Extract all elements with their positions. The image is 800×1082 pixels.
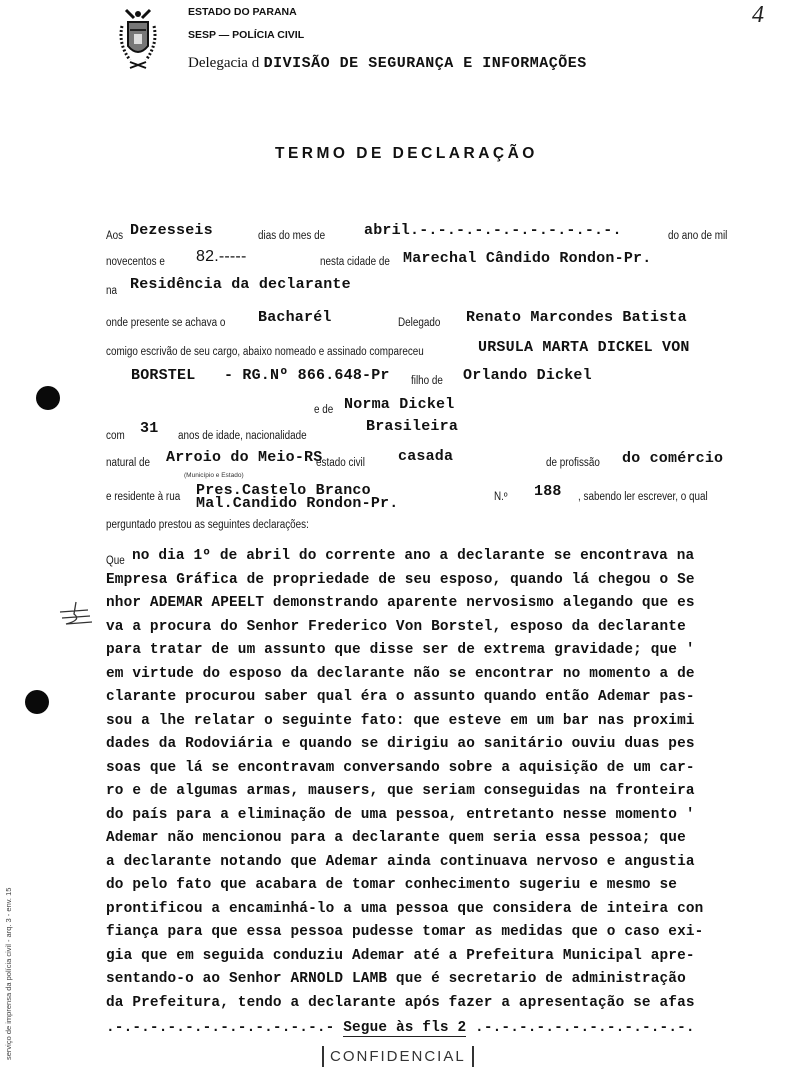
field-nome-part2: BORSTEL [131,367,196,384]
field-dia: Dezesseis [130,222,213,239]
label-filho-de: filho de [411,375,443,387]
declaration-line: do pelo fato que acabara de tomar conhecimento sugeriu e mesmo se [106,877,678,893]
declaration-line: Empresa Gráfica de propriedade de seu esposo, quando lá chegou o Se [106,571,695,588]
declaration-line: prontificou a encaminhá-lo a uma pessoa que considera de inteira con [106,900,704,917]
declaration-line: Ademar não mencionou para a declarante quem seria essa pessoa; que [106,830,686,846]
field-ano: 82.----- [196,248,247,265]
label-aos: Aos [106,230,124,242]
hint-municipio-estado: (Município e Estado) [184,472,244,479]
declaration-line: gia que em seguida conduziu Ademar até a Prefeitura Municipal apre- [106,947,695,964]
field-idade: 31 [140,420,159,437]
punch-hole [36,386,60,410]
label-sabendo-ler: , sabendo ler escrever, o qual [578,491,708,503]
punch-hole [25,690,49,714]
declaration-line: para tratar de um assunto que disse ser de extrema gravidade; que ' [106,642,695,658]
confidencial-stamp: CONFIDENCIAL [322,1046,474,1067]
label-na: na [106,285,118,297]
label-que: Que [106,555,125,567]
delegacia-prefix: Delegacia d [188,55,260,71]
field-nome-part1: URSULA MARTA DICKEL VON [478,339,690,356]
label-profissao: de profissão [546,457,600,469]
label-anos-nacionalidade: anos de idade, nacionalidade [178,430,307,442]
label-nesta-cidade: nesta cidade de [320,256,390,268]
label-estado-civil: estado civil [316,457,365,469]
label-novecentos: novecentos e [106,256,165,268]
declaration-line: do país para a eliminação de uma pessoa, entretanto nesse momento ' [106,806,695,823]
declaration-line: clarante procurou saber qual éra o assunto quando então Ademar pas- [106,689,695,705]
field-titulo: Bacharél [258,309,332,326]
page-mark: 4 [752,2,764,28]
field-nacionalidade: Brasileira [366,418,459,435]
label-residente-rua: e residente à rua [106,491,181,503]
parana-coat-of-arms-icon [116,4,160,74]
declaration-line: da Prefeitura, tendo a declarante após fazer a apresentação se afas [106,994,695,1011]
declaration-line: dades da Rodoviária e quando se dirigiu ao sanitário ouviu duas pes [106,736,695,752]
field-mes: abril.-.-.-.-.-.-.-.-.-.-.-. [364,222,622,239]
label-dias-do-mes: dias do mes de [258,230,326,242]
declaration-line: ro e de algumas armas, mausers, que seriam conseguidas na fronteira [106,783,695,799]
declaration-line: a declarante notando que Ademar ainda continuava nervoso e angustia [106,853,695,870]
field-pai: Orlando Dickel [463,367,592,384]
declaration-line: nhor ADEMAR APEELT demonstrando aparente nervosismo alegando que es [106,595,695,611]
footer-continuation [106,1020,695,1036]
footer-segue-fls: Segue às fls 2 [343,1020,467,1036]
field-numero: 188 [534,483,562,500]
document-title: TERMO DE DECLARAÇÃO [275,145,538,162]
field-rua-line1: Pres.Castelo Branco [196,482,371,499]
label-onde-presente: onde presente se achava o [106,317,226,329]
header-state: ESTADO DO PARANA [188,6,297,18]
field-estado-civil: casada [398,448,454,465]
label-com: com [106,430,125,442]
declaration-line: soas que lá se encontravam conversando sobre a aquisição de um car- [106,759,695,776]
declaration-line: fiança para que essa pessoa pudesse tomar as medidas que o caso exi- [106,924,704,940]
field-local: Residência da declarante [130,276,351,293]
label-comigo-escrivao: comigo escrivão de seu cargo, abaixo nomeado e assinado compareceu [106,346,424,358]
label-e-de: e de [314,404,334,416]
field-rg: - RG.Nº 866.648-Pr [224,367,390,384]
side-print-note: serviço de imprensa da polícia civil - arq. 3 - env. 15 [4,887,13,1060]
header-delegacia [188,54,587,72]
field-rua-line2: Mal.Candido Rondon-Pr. [196,495,399,512]
label-do-ano-de-mil: do ano de mil [668,230,728,242]
declaration-line: em virtude do esposo da declarante não se encontrar no momento a de [106,665,695,682]
label-delegado: Delegado [398,317,441,329]
label-natural-de: natural de [106,457,150,469]
footer-dashes-right: .-.-.-.-.-.-.-.-.-.-.-.-. [475,1020,695,1036]
label-numero: N.º [494,491,508,503]
field-delegado: Renato Marcondes Batista [466,309,687,326]
field-profissao: do comércio [622,450,724,467]
declaration-line: sentando-o ao Senhor ARNOLD LAMB que é secretario de administração [106,971,686,987]
footer-dashes-left: .-.-.-.-.-.-.-.-.-.-.-.-.- [106,1020,335,1036]
label-perguntado: perguntado prestou as seguintes declarações: [106,519,309,531]
margin-scribble-icon [56,600,96,635]
field-naturalidade: Arroio do Meio-RS [166,449,323,466]
field-mae: Norma Dickel [344,396,455,413]
declaration-line: va a procura do Senhor Frederico Von Borstel, esposo da declarante [106,618,686,635]
delegacia-name: DIVISÃO DE SEGURANÇA E INFORMAÇÕES [263,55,587,72]
declaration-line: no dia 1º de abril do corrente ano a declarante se encontrava na [132,548,695,564]
declaration-line: sou a lhe relatar o seguinte fato: que esteve em um bar nas proximi [106,712,695,729]
header-agency: SESP — POLÍCIA CIVIL [188,29,305,41]
field-cidade: Marechal Cândido Rondon-Pr. [403,250,652,267]
